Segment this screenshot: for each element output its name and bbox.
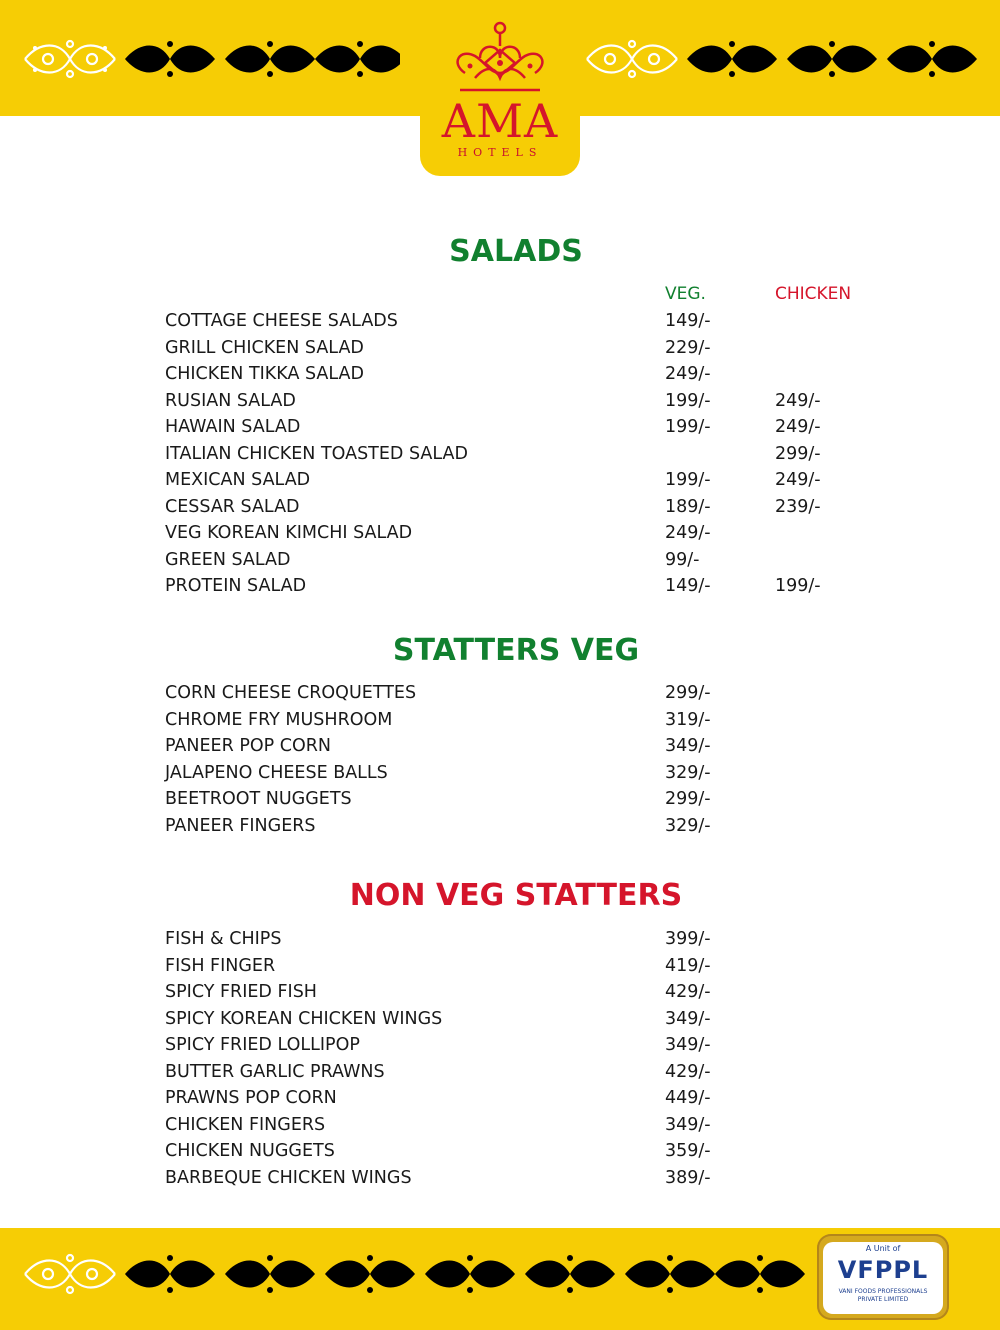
menu-item-row [165,548,865,575]
menu-item-name: SPICY KOREAN CHICKEN WINGS [165,1008,443,1029]
menu-item-row [165,468,865,495]
menu-item-row [165,954,865,981]
menu-item-name: MEXICAN SALAD [165,470,311,490]
menu-item-price-price: 349/- [665,1114,711,1135]
menu-item-price-chicken: 199/- [775,576,821,596]
menu-item-row [165,927,865,954]
menu-item-row [165,495,865,522]
menu-item-price-chicken: 249/- [775,417,821,437]
menu-item-row [165,980,865,1007]
menu-item-row [165,1139,865,1166]
menu-item-row [165,681,865,708]
menu-item-name: COTTAGE CHEESE SALADS [165,311,398,331]
menu-item-row [165,574,865,601]
menu-item-price-price: 399/- [665,929,711,949]
menu-item-price-veg: 99/- [665,549,700,570]
menu-item-row [165,708,865,735]
menu-item-name: BUTTER GARLIC PRAWNS [165,1061,385,1082]
menu-item-row [165,761,865,788]
menu-item-row [165,787,865,814]
starters-nonveg-list [165,927,865,1192]
section-title-nonveg-starters: NON VEG STATTERS [349,878,683,913]
menu-item-name: CESSAR SALAD [165,496,300,517]
menu-item-name: HAWAIN SALAD [165,417,301,437]
menu-item-name: GRILL CHICKEN SALAD [165,337,364,358]
menu-item-price-veg: 199/- [665,417,711,437]
menu-item-name: ITALIAN CHICKEN TOASTED SALAD [165,443,468,464]
menu-item-name: PANEER FINGERS [165,815,316,836]
menu-item-row [165,362,865,389]
menu-item-name: JALAPENO CHEESE BALLS [165,762,388,783]
menu-item-name: CORN CHEESE CROQUETTES [165,683,417,703]
menu-item-price-veg: 149/- [665,311,711,331]
menu-item-row [165,1060,865,1087]
menu-item-price-price: 389/- [665,1167,711,1188]
menu-item-row [165,442,865,469]
menu-item-price-chicken: 299/- [775,443,821,464]
menu-item-name: CHICKEN FINGERS [165,1114,326,1135]
menu-item-row [165,1166,865,1193]
menu-item-name: RUSIAN SALAD [165,390,296,411]
starters-veg-list [165,681,865,840]
salads-list [165,309,865,601]
menu-item-name: CHROME FRY MUSHROOM [165,709,393,730]
menu-item-name: PRAWNS POP CORN [165,1088,337,1108]
menu-item-name: PROTEIN SALAD [165,576,307,596]
menu-item-price-price: 329/- [665,762,711,783]
menu-item-name: FISH & CHIPS [165,929,282,949]
menu-item-name: BARBEQUE CHICKEN WINGS [165,1167,412,1188]
menu-item-price-price: 299/- [665,683,711,703]
menu-item-name: PANEER POP CORN [165,736,332,756]
menu-item-name: BEETROOT NUGGETS [165,789,352,809]
menu-item-row [165,1033,865,1060]
menu-item-price-veg: 199/- [665,470,711,490]
menu-item-row [165,521,865,548]
menu-item-row [165,814,865,841]
menu-item-price-price: 319/- [665,709,711,730]
menu-item-price-veg: 249/- [665,364,711,384]
section-title-starters-veg: STATTERS VEG [392,633,640,668]
menu-item-name: VEG KOREAN KIMCHI SALAD [165,523,413,543]
logo-wordmark: AMA [441,94,559,148]
menu-item-price-price: 349/- [665,1008,711,1029]
menu-item-price-price: 429/- [665,982,711,1002]
menu-item-price-veg: 199/- [665,390,711,411]
menu-item-row [165,1113,865,1140]
badge-company-name: VFPPL [837,1256,929,1284]
menu-item-name: SPICY FRIED LOLLIPOP [165,1035,360,1055]
logo-subtitle: HOTELS [457,146,543,159]
section-title-salads: SALADS [449,234,583,269]
menu-item-row [165,415,865,442]
menu-item-price-price: 349/- [665,1035,711,1055]
menu-item-price-price: 419/- [665,955,711,976]
badge-unit-text: A Unit of [865,1244,901,1253]
badge-full-name-line1: VANI FOODS PROFESSIONALS [838,1288,928,1295]
menu-item-price-price: 429/- [665,1061,711,1082]
menu-item-row [165,309,865,336]
kolam-ornament-icon [582,36,982,82]
menu-item-row [165,1007,865,1034]
menu-item-name: CHICKEN TIKKA SALAD [165,364,364,384]
column-header-chicken: CHICKEN [775,284,852,304]
menu-item-price-chicken: 249/- [775,390,821,411]
kolam-ornament-icon [20,1250,810,1298]
menu-item-name: FISH FINGER [165,955,276,976]
menu-item-price-veg: 249/- [665,523,711,543]
badge-full-name [823,1288,943,1304]
menu-item-name: SPICY FRIED FISH [165,982,317,1002]
menu-item-price-price: 359/- [665,1141,711,1161]
menu-item-price-price: 349/- [665,736,711,756]
menu-item-row [165,389,865,416]
menu-item-name: CHICKEN NUGGETS [165,1141,335,1161]
badge-full-name-line2: PRIVATE LIMITED [857,1296,909,1303]
kolam-ornament-icon [20,36,400,82]
vfppl-badge [817,1234,949,1320]
menu-item-row [165,1086,865,1113]
menu-item-price-chicken: 249/- [775,470,821,490]
menu-item-price-price: 329/- [665,815,711,836]
menu-item-name: GREEN SALAD [165,549,291,570]
menu-item-price-chicken: 239/- [775,496,821,517]
menu-item-row [165,336,865,363]
column-header-veg: VEG. [665,284,706,304]
menu-item-price-price: 449/- [665,1088,711,1108]
menu-item-price-veg: 149/- [665,576,711,596]
menu-item-price-price: 299/- [665,789,711,809]
menu-item-price-veg: 189/- [665,496,711,517]
menu-item-row [165,734,865,761]
menu-item-price-veg: 229/- [665,337,711,358]
